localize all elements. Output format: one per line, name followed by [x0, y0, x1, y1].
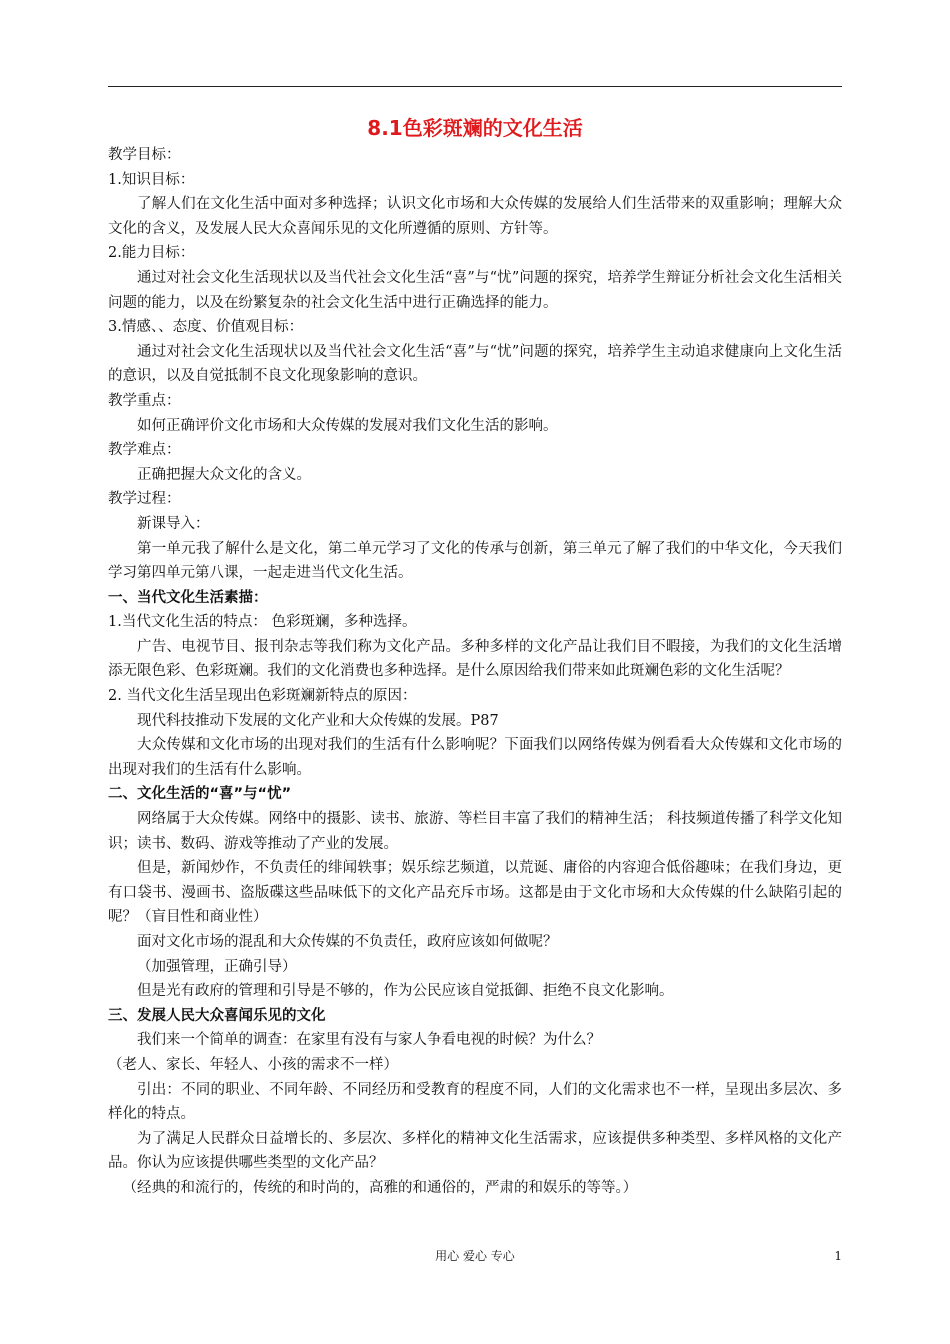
page-title: 8.1色彩斑斓的文化生活 — [367, 116, 583, 140]
paragraph: 面对文化市场的混乱和大众传媒的不负责任，政府应该如何做呢？ — [137, 934, 558, 950]
paragraph: 广告、电视节目、报刊杂志等我们称为文化产品。多种多样的文化产品让我们目不暇接，为我们的文化生活增添无限色彩、色彩斑斓。我们的文化消费也多种选择。是什么原因给我们带来如此斑斓色彩的文化生活呢？ — [108, 638, 842, 680]
paragraph: 通过对社会文化生活现状以及当代社会文化生活“喜”与“忧”问题的探究，培养学生主动追求健康向上文化生活的意识，以及自觉抵制不良文化现象影响的意识。 — [108, 343, 842, 385]
document-body — [108, 143, 842, 1201]
paragraph: 大众传媒和文化市场的出现对我们的生活有什么影响呢？下面我们以网络传媒为例看看大众传媒和文化市场的出现对我们的生活有什么影响。 — [108, 737, 842, 778]
paragraph: 教学目标： — [108, 147, 181, 163]
paragraph: 正确把握大众文化的含义。 — [137, 466, 311, 483]
paragraph: 通过对社会文化生活现状以及当代社会文化生活“喜”与“忧”问题的探究，培养学生辩证分析社会文化生活相关问题的能力，以及在纷繁复杂的社会文化生活中进行正确选择的能力。 — [108, 269, 842, 311]
paragraph: 3.情感、、态度、价值观目标： — [108, 319, 304, 336]
paragraph: 如何正确评价文化市场和大众传媒的发展对我们文化生活的影响。 — [137, 417, 558, 434]
page-footer — [0, 1246, 950, 1266]
paragraph: 但是，新闻炒作，不负责任的绯闻轶事；娱乐综艺频道，以荒诞、庸俗的内容迎合低俗趣味；在我们身边，更有口袋书、漫画书、盗版碟这些品味低下的文化产品充斥市场。这都是由于文化市场和大众传媒的什么缺陷引起的呢？（盲目性和商业性） — [108, 860, 842, 926]
paragraph: （老人、家长、年轻人、小孩的需求不一样） — [108, 1056, 398, 1073]
paragraph: 教学重点： — [108, 392, 181, 409]
paragraph: 但是光有政府的管理和引导是不够的，作为公民应该自觉抵御、拒绝不良文化影响。 — [137, 983, 674, 1000]
paragraph: 网络属于大众传媒。网络中的摄影、读书、旅游、等栏目丰富了我们的精神生活； 科技频道传播了科学文化知识；读书、数码、游戏等推动了产业的发展。 — [108, 811, 842, 852]
paragraph: 2. 当代文化生活呈现出色彩斑斓新特点的原因： — [108, 688, 417, 705]
paragraph: 教学过程： — [108, 491, 181, 508]
paragraph: 为了满足人民群众日益增长的、多层次、多样化的精神文化生活需求，应该提供多种类型、多样风格的文化产品。你认为应该提供哪些类型的文化产品？ — [108, 1130, 842, 1172]
paragraph: （经典的和流行的，传统的和时尚的，高雅的和通俗的，严肃的和娱乐的等等。） — [122, 1179, 638, 1196]
paragraph: 2.能力目标： — [108, 245, 195, 262]
paragraph: 现代科技推动下发展的文化产业和大众传媒的发展。P87 — [137, 712, 499, 729]
section-heading: 一、当代文化生活素描： — [108, 589, 268, 606]
paragraph: （加强管理，正确引导） — [137, 958, 297, 975]
paragraph: 1.当代文化生活的特点： 色彩斑斓，多种选择。 — [108, 614, 417, 631]
paragraph: 我们来一个简单的调查：在家里有没有与家人争看电视的时候？为什么？ — [137, 1032, 601, 1049]
paragraph: 第一单元我了解什么是文化，第二单元学习了文化的传承与创新，第三单元了解了我们的中华文化，今天我们学习第四单元第八课，一起走进当代文化生活。 — [108, 540, 842, 582]
paragraph: 1.知识目标： — [108, 171, 195, 188]
paragraph: 引出：不同的职业、不同年龄、不同经历和受教育的程度不同，人们的文化需求也不一样，呈现出多层次、多样化的特点。 — [108, 1081, 842, 1123]
footer-text: 用心 爱心 专心 — [435, 1249, 515, 1263]
paragraph: 教学难点： — [108, 442, 181, 459]
paragraph: 了解人们在文化生活中面对多种选择；认识文化市场和大众传媒的发展给人们生活带来的双重影响；理解大众文化的含义，及发展人民大众喜闻乐见的文化所遵循的原则、方针等。 — [108, 196, 842, 237]
paragraph: 新课导入： — [137, 515, 210, 532]
section-heading: 三、发展人民大众喜闻乐见的文化 — [108, 1007, 326, 1024]
page-number: 1 — [834, 1249, 842, 1263]
header-rule — [108, 86, 842, 87]
section-heading: 二、文化生活的“喜”与“忧” — [108, 786, 292, 803]
